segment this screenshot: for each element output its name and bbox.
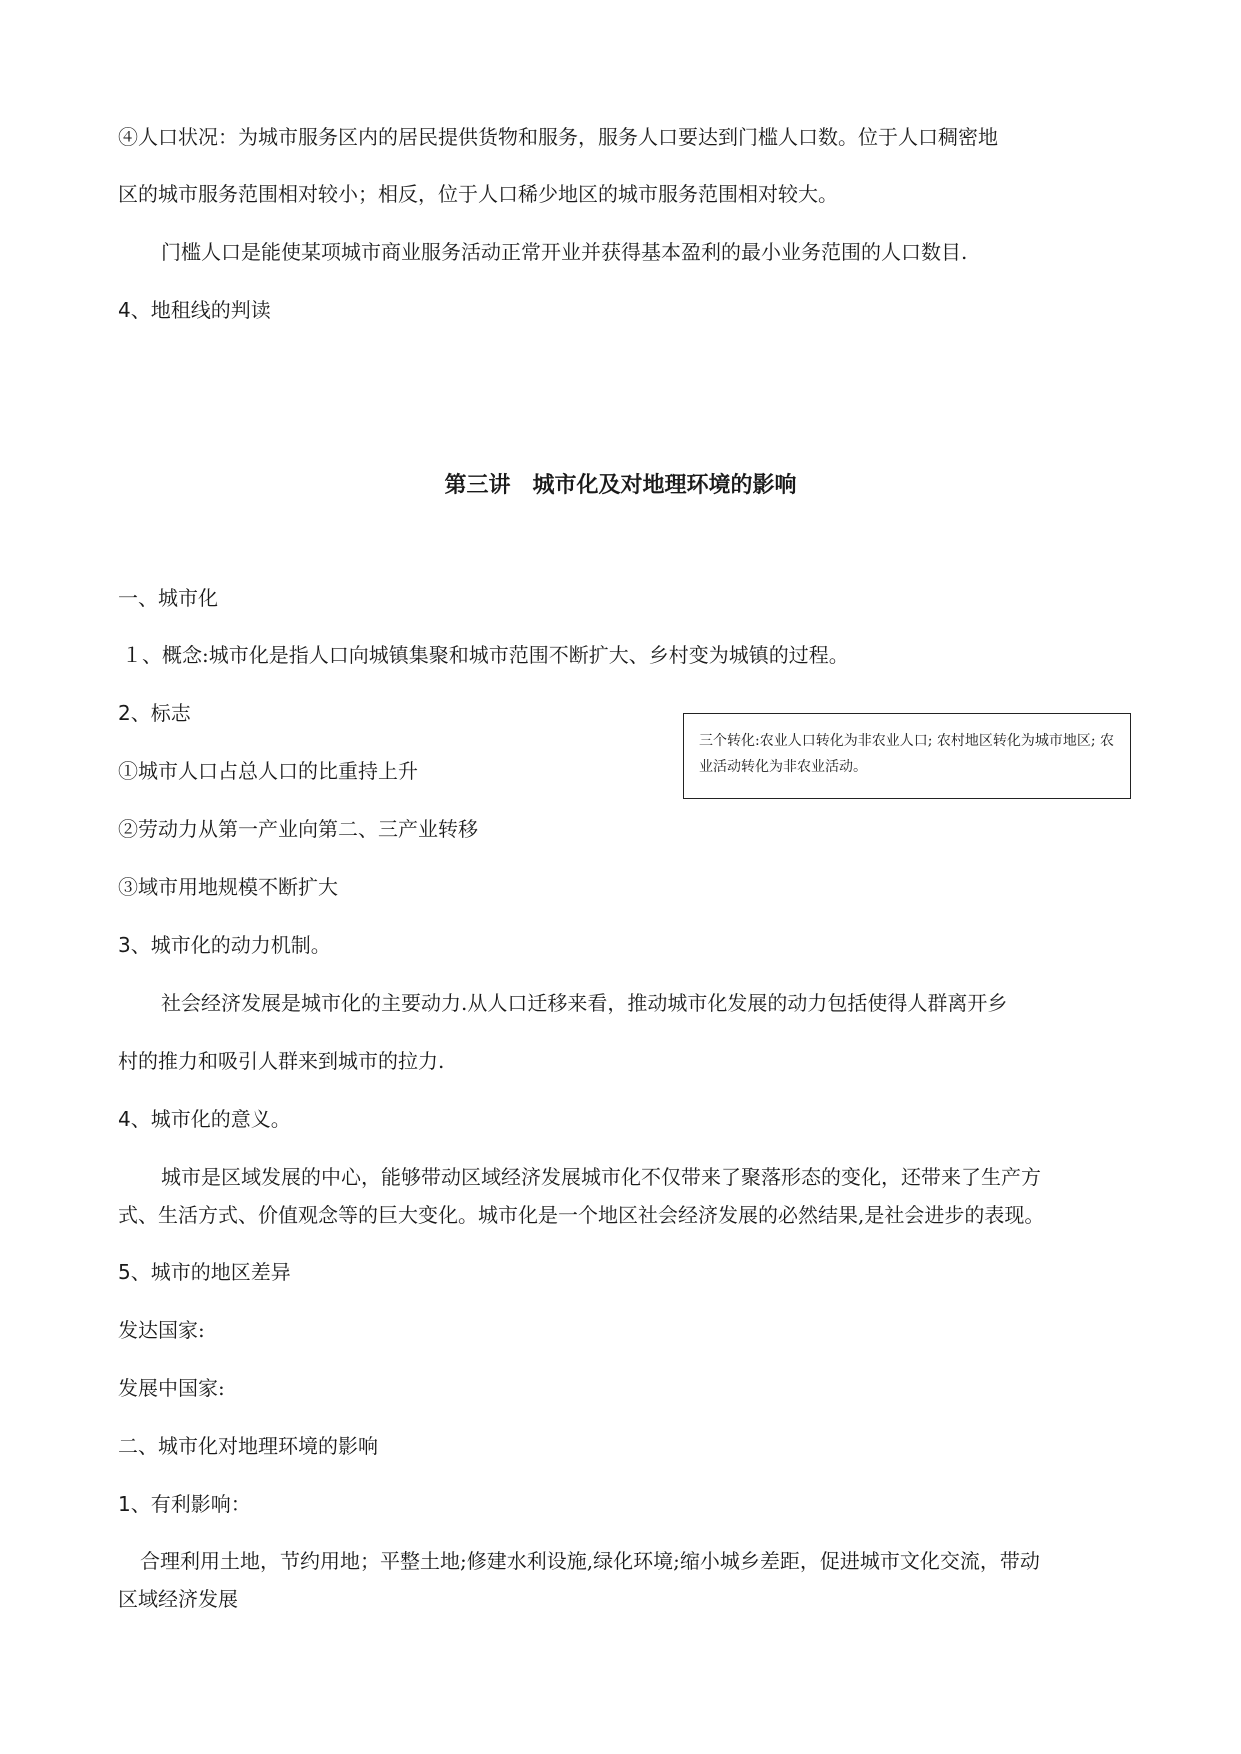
note-text: 三个转化:农业人口转化为非农业人口; 农村地区转化为城市地区; 农业活动转化为非农业活动。 — [699, 733, 1115, 775]
lecture-title: 第三讲 城市化及对地理环境的影响 — [444, 472, 797, 498]
favorable-heading: 1、有利影响： — [118, 1492, 251, 1516]
paragraph-population-line2: 区的城市服务范围相对较小；相反，位于人口稀少地区的城市服务范围相对较大。 — [118, 182, 838, 206]
signs-heading: 2、标志 — [118, 701, 191, 725]
heading-rent-line: 4、地租线的判读 — [118, 298, 271, 322]
section1-heading: 一、城市化 — [118, 586, 218, 610]
meaning-heading: 4、城市化的意义。 — [118, 1107, 291, 1131]
regional-diff-heading: 5、城市的地区差异 — [118, 1260, 291, 1284]
favorable-line1: 合理利用土地，节约用地；平整土地;修建水利设施,绿化环境;缩小城乡差距，促进城市文化交流，带动 — [140, 1549, 1040, 1573]
three-transformations-note — [683, 713, 1131, 799]
sign-item-1: ①城市人口占总人口的比重持上升 — [118, 759, 418, 783]
developed-countries: 发达国家: — [118, 1318, 205, 1342]
mechanism-line1: 社会经济发展是城市化的主要动力.从人口迁移来看，推动城市化发展的动力包括使得人群离开乡 — [161, 991, 1008, 1015]
favorable-line2: 区域经济发展 — [118, 1587, 238, 1611]
sign-item-3: ③域市用地规模不断扩大 — [118, 875, 338, 899]
concept-paragraph: １、概念:城市化是指人口向城镇集聚和城市范围不断扩大、乡村变为城镇的过程。 — [122, 643, 849, 667]
paragraph-population-line1: ④人口状况：为城市服务区内的居民提供货物和服务，服务人口要达到门槛人口数。位于人口稠密地 — [118, 125, 998, 149]
mechanism-heading: 3、城市化的动力机制。 — [118, 933, 331, 957]
section2-heading: 二、城市化对地理环境的影响 — [118, 1434, 378, 1458]
developing-countries: 发展中国家: — [118, 1376, 225, 1400]
meaning-line2: 式、生活方式、价值观念等的巨大变化。城市化是一个地区社会经济发展的必然结果,是社会进步的表现。 — [118, 1203, 1045, 1227]
meaning-line1: 城市是区域发展的中心，能够带动区域经济发展城市化不仅带来了聚落形态的变化，还带来了生产方 — [161, 1165, 1041, 1189]
paragraph-threshold-population: 门槛人口是能使某项城市商业服务活动正常开业并获得基本盈利的最小业务范围的人口数目. — [161, 240, 968, 264]
sign-item-2: ②劳动力从第一产业向第二、三产业转移 — [118, 817, 478, 841]
mechanism-line2: 村的推力和吸引人群来到城市的拉力. — [118, 1049, 445, 1073]
